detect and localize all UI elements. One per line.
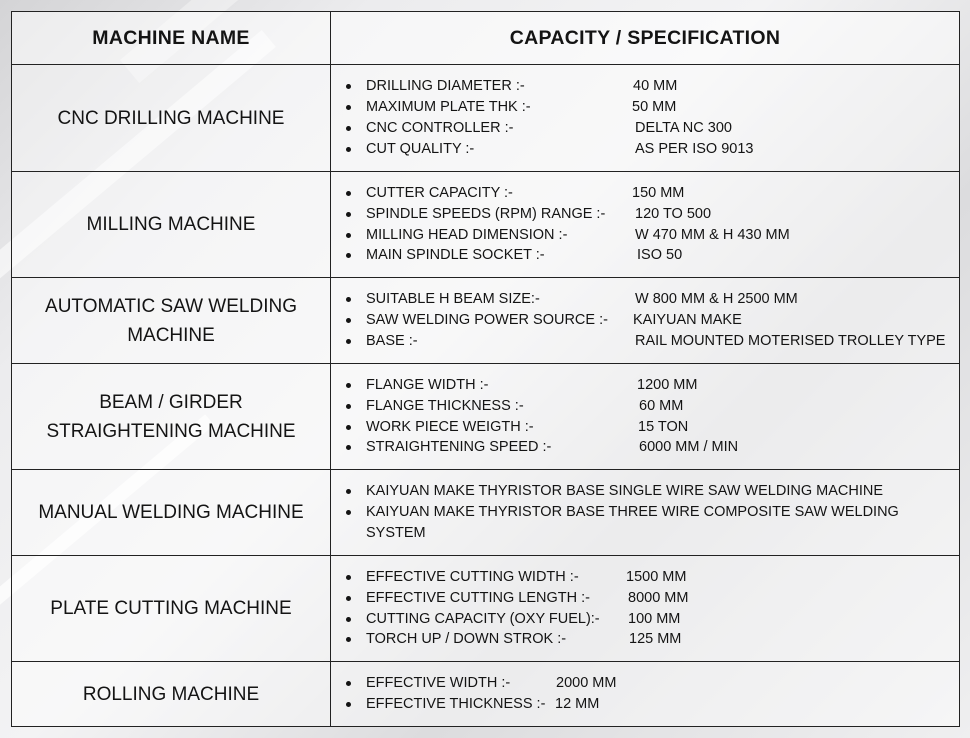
spec-label: CUTTING CAPACITY (OXY FUEL):-	[366, 610, 600, 627]
spec-list	[345, 673, 953, 715]
spec-value: W 800 MM & H 2500 MM	[635, 291, 798, 308]
spec-value: 12 MM	[555, 696, 600, 712]
spec-item	[345, 118, 953, 139]
machine-name: ROLLING MACHINE	[12, 662, 331, 727]
spec-value: 60 MM	[639, 397, 684, 414]
machine-name-header: MACHINE NAME	[12, 12, 331, 65]
spec-cell	[331, 662, 960, 727]
spec-item	[345, 225, 953, 246]
spec-item	[345, 204, 953, 225]
spec-item	[345, 588, 953, 609]
table-row	[12, 65, 960, 172]
spec-item	[345, 375, 953, 396]
spec-label: CNC CONTROLLER :-	[366, 120, 514, 136]
spec-list	[345, 76, 953, 159]
spec-value: KAIYUAN MAKE	[633, 312, 742, 329]
spec-label: SAW WELDING POWER SOURCE :-	[366, 312, 608, 329]
spec-value: AS PER ISO 9013	[635, 140, 754, 157]
spec-value: 40 MM	[633, 78, 678, 95]
spec-label: FLANGE WIDTH :-	[366, 376, 489, 393]
spec-label: DRILLING DIAMETER :-	[366, 78, 525, 95]
spec-value: 1500 MM	[626, 568, 687, 585]
spec-value: 6000 MM / MIN	[639, 439, 739, 456]
spec-value: 120 TO 500	[635, 205, 712, 222]
spec-label: BASE :-	[366, 332, 418, 349]
table-row	[12, 364, 960, 470]
machine-name: BEAM / GIRDER STRAIGHTENING MACHINE	[12, 364, 331, 470]
spec-item: KAIYUAN MAKE THYRISTOR BASE THREE WIRE COMPOSITE SAW WELDING SYSTEM	[345, 502, 953, 544]
spec-cell	[331, 172, 960, 278]
spec-label: FLANGE THICKNESS :-	[366, 397, 524, 414]
machine-name: MILLING MACHINE	[12, 172, 331, 278]
spec-cell	[331, 278, 960, 364]
spec-value: 150 MM	[632, 184, 685, 201]
spec-list	[345, 481, 953, 543]
spec-item	[345, 139, 953, 160]
machine-name: AUTOMATIC SAW WELDING MACHINE	[12, 278, 331, 364]
spec-value: 125 MM	[629, 631, 682, 648]
machine-spec-table	[11, 11, 960, 727]
table-row	[12, 172, 960, 278]
spec-value: 2000 MM	[556, 675, 617, 692]
spec-label: WORK PIECE WEIGTH :-	[366, 418, 534, 435]
spec-value: DELTA NC 300	[635, 120, 732, 136]
table-row	[12, 556, 960, 662]
spec-item	[345, 183, 953, 204]
spec-value: ISO 50	[637, 247, 683, 264]
machine-name: PLATE CUTTING MACHINE	[12, 556, 331, 662]
spec-label: TORCH UP / DOWN STROK :-	[366, 631, 567, 648]
spec-label: MILLING HEAD DIMENSION :-	[366, 226, 568, 243]
spec-label: CUTTER CAPACITY :-	[366, 184, 513, 201]
machine-name: CNC DRILLING MACHINE	[12, 65, 331, 172]
spec-item	[345, 694, 953, 715]
capacity-header: CAPACITY / SPECIFICATION	[331, 12, 960, 65]
spec-value: 100 MM	[628, 610, 681, 627]
spec-value: 15 TON	[638, 418, 689, 435]
spec-item	[345, 629, 953, 650]
spec-cell	[331, 470, 960, 556]
spec-value: 50 MM	[632, 99, 677, 116]
spec-item	[345, 310, 953, 331]
table-row	[12, 662, 960, 727]
spec-item	[345, 437, 953, 458]
spec-item	[345, 97, 953, 118]
spec-value: 1200 MM	[637, 376, 698, 393]
spec-item	[345, 567, 953, 588]
header-row	[12, 12, 960, 65]
spec-label: SUITABLE H BEAM SIZE:-	[366, 291, 540, 308]
spec-item	[345, 289, 953, 310]
spec-label: MAXIMUM PLATE THK :-	[366, 99, 531, 116]
spec-item	[345, 331, 953, 352]
spec-label: STRAIGHTENING SPEED :-	[366, 439, 552, 456]
spec-list	[345, 375, 953, 458]
spec-label: EFFECTIVE CUTTING WIDTH :-	[366, 568, 579, 585]
table-row	[12, 470, 960, 556]
spec-cell	[331, 364, 960, 470]
spec-item	[345, 609, 953, 630]
spec-item: KAIYUAN MAKE THYRISTOR BASE SINGLE WIRE SAW WELDING MACHINE	[345, 481, 953, 502]
spec-label: SPINDLE SPEEDS (RPM) RANGE :-	[366, 205, 606, 222]
spec-label: MAIN SPINDLE SOCKET :-	[366, 247, 545, 264]
spec-item	[345, 245, 953, 266]
spec-list	[345, 567, 953, 650]
spec-label: EFFECTIVE THICKNESS :-	[366, 696, 546, 712]
spec-list	[345, 289, 953, 351]
spec-item	[345, 417, 953, 438]
spec-cell	[331, 556, 960, 662]
table-row	[12, 278, 960, 364]
spec-value: W 470 MM & H 430 MM	[635, 226, 790, 243]
spec-label: CUT QUALITY :-	[366, 140, 475, 157]
spec-label: EFFECTIVE CUTTING LENGTH :-	[366, 589, 590, 606]
spec-item	[345, 673, 953, 694]
spec-label: EFFECTIVE WIDTH :-	[366, 675, 511, 692]
spec-value: RAIL MOUNTED MOTERISED TROLLEY TYPE	[635, 332, 946, 349]
spec-item	[345, 396, 953, 417]
spec-cell	[331, 65, 960, 172]
spec-list	[345, 183, 953, 266]
spec-value: 8000 MM	[628, 589, 689, 606]
machine-name: MANUAL WELDING MACHINE	[12, 470, 331, 556]
spec-item	[345, 76, 953, 97]
